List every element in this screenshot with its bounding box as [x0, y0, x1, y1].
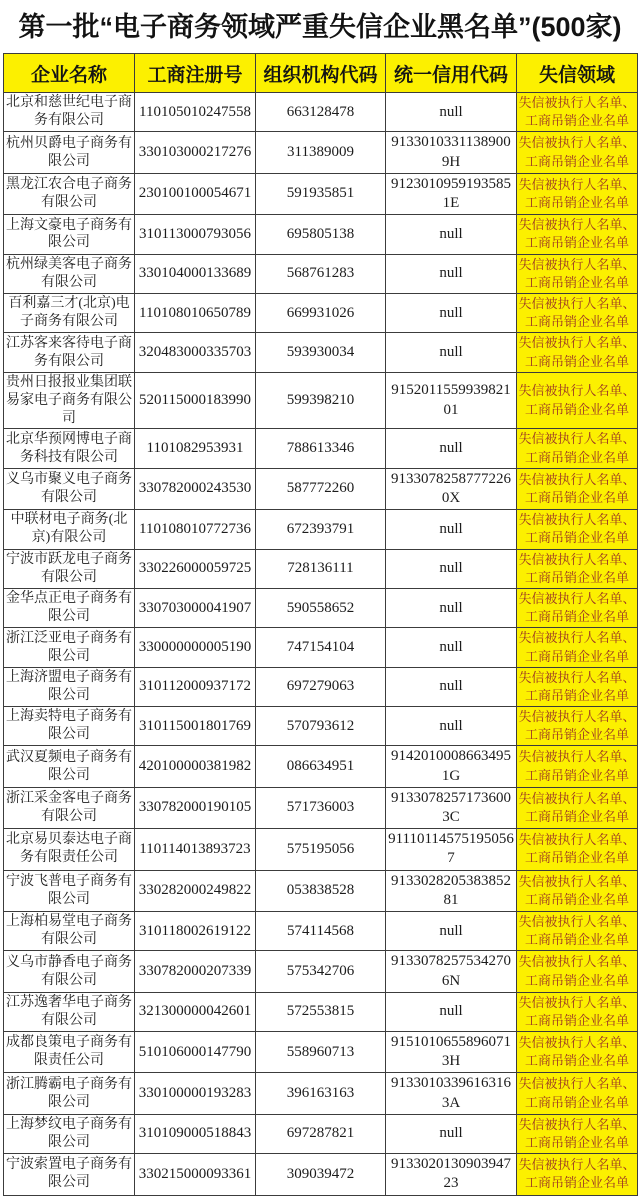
dishonesty-field-cell: 失信被执行人名单、工商吊销企业名单	[517, 372, 638, 429]
dishonesty-field-cell: 失信被执行人名单、工商吊销企业名单	[517, 829, 638, 870]
registration-number-cell: 520115000183990	[135, 372, 256, 429]
credit-code-cell: 91510106558960713H	[386, 1032, 517, 1073]
credit-code-cell: 91330782587772260X	[386, 468, 517, 509]
org-code-cell: 053838528	[256, 870, 386, 911]
company-name-cell: 黑龙江农合电子商务有限公司	[4, 173, 135, 214]
credit-code-cell: null	[386, 1114, 517, 1153]
org-code-cell: 672393791	[256, 510, 386, 549]
registration-number-cell: 330703000041907	[135, 588, 256, 627]
credit-code-cell: null	[386, 93, 517, 132]
dishonesty-field-cell: 失信被执行人名单、工商吊销企业名单	[517, 1073, 638, 1114]
registration-number-cell: 310113000793056	[135, 215, 256, 254]
table-row	[4, 992, 638, 1031]
org-code-cell: 747154104	[256, 628, 386, 667]
table-row	[4, 870, 638, 911]
company-name-cell: 宁波市跃龙电子商务有限公司	[4, 549, 135, 588]
org-code-cell: 575195056	[256, 829, 386, 870]
registration-number-cell: 330782000207339	[135, 951, 256, 992]
credit-code-cell: null	[386, 293, 517, 332]
credit-code-cell: 91330782571736003C	[386, 787, 517, 828]
credit-code-cell: 913302820538385281	[386, 870, 517, 911]
table-row	[4, 132, 638, 173]
registration-number-cell: 330282000249822	[135, 870, 256, 911]
table-row	[4, 254, 638, 293]
registration-number-cell: 110108010650789	[135, 293, 256, 332]
blacklist-table	[3, 53, 638, 1195]
table-row	[4, 829, 638, 870]
company-name-cell: 浙江腾霸电子商务有限公司	[4, 1073, 135, 1114]
table-row	[4, 549, 638, 588]
company-name-cell: 义乌市静香电子商务有限公司	[4, 951, 135, 992]
registration-number-cell: 1101082953931	[135, 429, 256, 468]
org-code-cell: 568761283	[256, 254, 386, 293]
org-code-cell: 572553815	[256, 992, 386, 1031]
table-row	[4, 911, 638, 950]
credit-code-cell: null	[386, 254, 517, 293]
org-code-cell: 590558652	[256, 588, 386, 627]
company-name-cell: 北京和慈世纪电子商务有限公司	[4, 93, 135, 132]
org-code-cell: 728136111	[256, 549, 386, 588]
org-code-cell: 599398210	[256, 372, 386, 429]
credit-code-cell: null	[386, 333, 517, 372]
dishonesty-field-cell: 失信被执行人名单、工商吊销企业名单	[517, 173, 638, 214]
org-code-cell: 575342706	[256, 951, 386, 992]
credit-code-cell: null	[386, 667, 517, 706]
table-body	[4, 93, 638, 1195]
table-row	[4, 93, 638, 132]
dishonesty-field-cell: 失信被执行人名单、工商吊销企业名单	[517, 429, 638, 468]
registration-number-cell: 320483000335703	[135, 333, 256, 372]
table-row	[4, 746, 638, 787]
registration-number-cell: 310112000937172	[135, 667, 256, 706]
registration-number-cell: 330226000059725	[135, 549, 256, 588]
credit-code-cell: null	[386, 588, 517, 627]
table-row	[4, 667, 638, 706]
org-code-cell: 571736003	[256, 787, 386, 828]
table-row	[4, 787, 638, 828]
table-row	[4, 1154, 638, 1195]
dishonesty-field-cell: 失信被执行人名单、工商吊销企业名单	[517, 293, 638, 332]
dishonesty-field-cell: 失信被执行人名单、工商吊销企业名单	[517, 911, 638, 950]
org-code-cell: 086634951	[256, 746, 386, 787]
dishonesty-field-cell: 失信被执行人名单、工商吊销企业名单	[517, 1032, 638, 1073]
registration-number-cell: 330782000243530	[135, 468, 256, 509]
credit-code-cell: null	[386, 911, 517, 950]
credit-code-cell: 91330782575342706N	[386, 951, 517, 992]
org-code-cell: 396163163	[256, 1073, 386, 1114]
company-name-cell: 义乌市聚义电子商务有限公司	[4, 468, 135, 509]
org-code-cell: 309039472	[256, 1154, 386, 1195]
company-name-cell: 上海梦纹电子商务有限公司	[4, 1114, 135, 1153]
table-row	[4, 951, 638, 992]
table-row	[4, 1073, 638, 1114]
table-row	[4, 1114, 638, 1153]
org-code-cell: 311389009	[256, 132, 386, 173]
company-name-cell: 杭州绿美客电子商务有限公司	[4, 254, 135, 293]
table-row	[4, 293, 638, 332]
company-name-cell: 上海柏易堂电子商务有限公司	[4, 911, 135, 950]
company-name-cell: 宁波飞普电子商务有限公司	[4, 870, 135, 911]
credit-code-cell: 913302013090394723	[386, 1154, 517, 1195]
company-name-cell: 成都良策电子商务有限责任公司	[4, 1032, 135, 1073]
registration-number-cell: 310115001801769	[135, 707, 256, 746]
credit-code-cell: 91230109591935851E	[386, 173, 517, 214]
credit-code-cell: null	[386, 549, 517, 588]
page-title: 第一批“电子商务领域严重失信企业黑名单”(500家)	[18, 12, 622, 42]
col-header-credit-code: 统一信用代码	[386, 54, 517, 93]
credit-code-cell: 91420100086634951G	[386, 746, 517, 787]
company-name-cell: 浙江采金客电子商务有限公司	[4, 787, 135, 828]
dishonesty-field-cell: 失信被执行人名单、工商吊销企业名单	[517, 254, 638, 293]
credit-code-cell: 915201155993982101	[386, 372, 517, 429]
company-name-cell: 江苏逸奢华电子商务有限公司	[4, 992, 135, 1031]
org-code-cell: 669931026	[256, 293, 386, 332]
registration-number-cell: 510106000147790	[135, 1032, 256, 1073]
credit-code-cell: null	[386, 707, 517, 746]
registration-number-cell: 110108010772736	[135, 510, 256, 549]
company-name-cell: 杭州贝爵电子商务有限公司	[4, 132, 135, 173]
dishonesty-field-cell: 失信被执行人名单、工商吊销企业名单	[517, 510, 638, 549]
dishonesty-field-cell: 失信被执行人名单、工商吊销企业名单	[517, 951, 638, 992]
dishonesty-field-cell: 失信被执行人名单、工商吊销企业名单	[517, 870, 638, 911]
credit-code-cell: null	[386, 215, 517, 254]
company-name-cell: 中联材电子商务(北京)有限公司	[4, 510, 135, 549]
company-name-cell: 上海济盟电子商务有限公司	[4, 667, 135, 706]
registration-number-cell: 330103000217276	[135, 132, 256, 173]
registration-number-cell: 230100100054671	[135, 173, 256, 214]
credit-code-cell: null	[386, 510, 517, 549]
table-row	[4, 215, 638, 254]
registration-number-cell: 330215000093361	[135, 1154, 256, 1195]
dishonesty-field-cell: 失信被执行人名单、工商吊销企业名单	[517, 215, 638, 254]
dishonesty-field-cell: 失信被执行人名单、工商吊销企业名单	[517, 1114, 638, 1153]
registration-number-cell: 321300000042601	[135, 992, 256, 1031]
dishonesty-field-cell: 失信被执行人名单、工商吊销企业名单	[517, 549, 638, 588]
company-name-cell: 北京易贝泰达电子商务有限责任公司	[4, 829, 135, 870]
table-row	[4, 468, 638, 509]
col-header-org-code: 组织机构代码	[256, 54, 386, 93]
company-name-cell: 上海文豪电子商务有限公司	[4, 215, 135, 254]
org-code-cell: 593930034	[256, 333, 386, 372]
col-header-company-name: 企业名称	[4, 54, 135, 93]
company-name-cell: 江苏客来客待电子商务有限公司	[4, 333, 135, 372]
table-row	[4, 173, 638, 214]
org-code-cell: 697279063	[256, 667, 386, 706]
table-row	[4, 588, 638, 627]
org-code-cell: 574114568	[256, 911, 386, 950]
registration-number-cell: 330100000193283	[135, 1073, 256, 1114]
registration-number-cell: 330782000190105	[135, 787, 256, 828]
dishonesty-field-cell: 失信被执行人名单、工商吊销企业名单	[517, 132, 638, 173]
dishonesty-field-cell: 失信被执行人名单、工商吊销企业名单	[517, 992, 638, 1031]
dishonesty-field-cell: 失信被执行人名单、工商吊销企业名单	[517, 787, 638, 828]
credit-code-cell: null	[386, 628, 517, 667]
col-header-dishonesty-field: 失信领域	[517, 54, 638, 93]
credit-code-cell: null	[386, 429, 517, 468]
registration-number-cell: 330000000005190	[135, 628, 256, 667]
dishonesty-field-cell: 失信被执行人名单、工商吊销企业名单	[517, 667, 638, 706]
table-header-row	[4, 54, 638, 93]
registration-number-cell: 420100000381982	[135, 746, 256, 787]
company-name-cell: 金华点正电子商务有限公司	[4, 588, 135, 627]
company-name-cell: 上海卖特电子商务有限公司	[4, 707, 135, 746]
company-name-cell: 贵州日报报业集团联易家电子商务有限公司	[4, 372, 135, 429]
table-row	[4, 333, 638, 372]
org-code-cell: 788613346	[256, 429, 386, 468]
table-row	[4, 510, 638, 549]
registration-number-cell: 310118002619122	[135, 911, 256, 950]
company-name-cell: 武汉夏频电子商务有限公司	[4, 746, 135, 787]
table-row	[4, 707, 638, 746]
company-name-cell: 百利嘉三才(北京)电子商务有限公司	[4, 293, 135, 332]
table-row	[4, 628, 638, 667]
table-row	[4, 372, 638, 429]
col-header-registration-number: 工商注册号	[135, 54, 256, 93]
org-code-cell: 587772260	[256, 468, 386, 509]
dishonesty-field-cell: 失信被执行人名单、工商吊销企业名单	[517, 746, 638, 787]
dishonesty-field-cell: 失信被执行人名单、工商吊销企业名单	[517, 588, 638, 627]
credit-code-cell: null	[386, 992, 517, 1031]
registration-number-cell: 310109000518843	[135, 1114, 256, 1153]
dishonesty-field-cell: 失信被执行人名单、工商吊销企业名单	[517, 1154, 638, 1195]
company-name-cell: 北京华预网博电子商务科技有限公司	[4, 429, 135, 468]
dishonesty-field-cell: 失信被执行人名单、工商吊销企业名单	[517, 333, 638, 372]
registration-number-cell: 110105010247558	[135, 93, 256, 132]
org-code-cell: 558960713	[256, 1032, 386, 1073]
table-row	[4, 429, 638, 468]
company-name-cell: 浙江泛亚电子商务有限公司	[4, 628, 135, 667]
dishonesty-field-cell: 失信被执行人名单、工商吊销企业名单	[517, 468, 638, 509]
org-code-cell: 591935851	[256, 173, 386, 214]
credit-code-cell: 911101145751950567	[386, 829, 517, 870]
credit-code-cell: 91330103311389009H	[386, 132, 517, 173]
credit-code-cell: 91330103396163163A	[386, 1073, 517, 1114]
org-code-cell: 695805138	[256, 215, 386, 254]
org-code-cell: 663128478	[256, 93, 386, 132]
registration-number-cell: 110114013893723	[135, 829, 256, 870]
org-code-cell: 697287821	[256, 1114, 386, 1153]
registration-number-cell: 330104000133689	[135, 254, 256, 293]
company-name-cell: 宁波索置电子商务有限公司	[4, 1154, 135, 1195]
dishonesty-field-cell: 失信被执行人名单、工商吊销企业名单	[517, 628, 638, 667]
org-code-cell: 570793612	[256, 707, 386, 746]
table-row	[4, 1032, 638, 1073]
dishonesty-field-cell: 失信被执行人名单、工商吊销企业名单	[517, 93, 638, 132]
dishonesty-field-cell: 失信被执行人名单、工商吊销企业名单	[517, 707, 638, 746]
